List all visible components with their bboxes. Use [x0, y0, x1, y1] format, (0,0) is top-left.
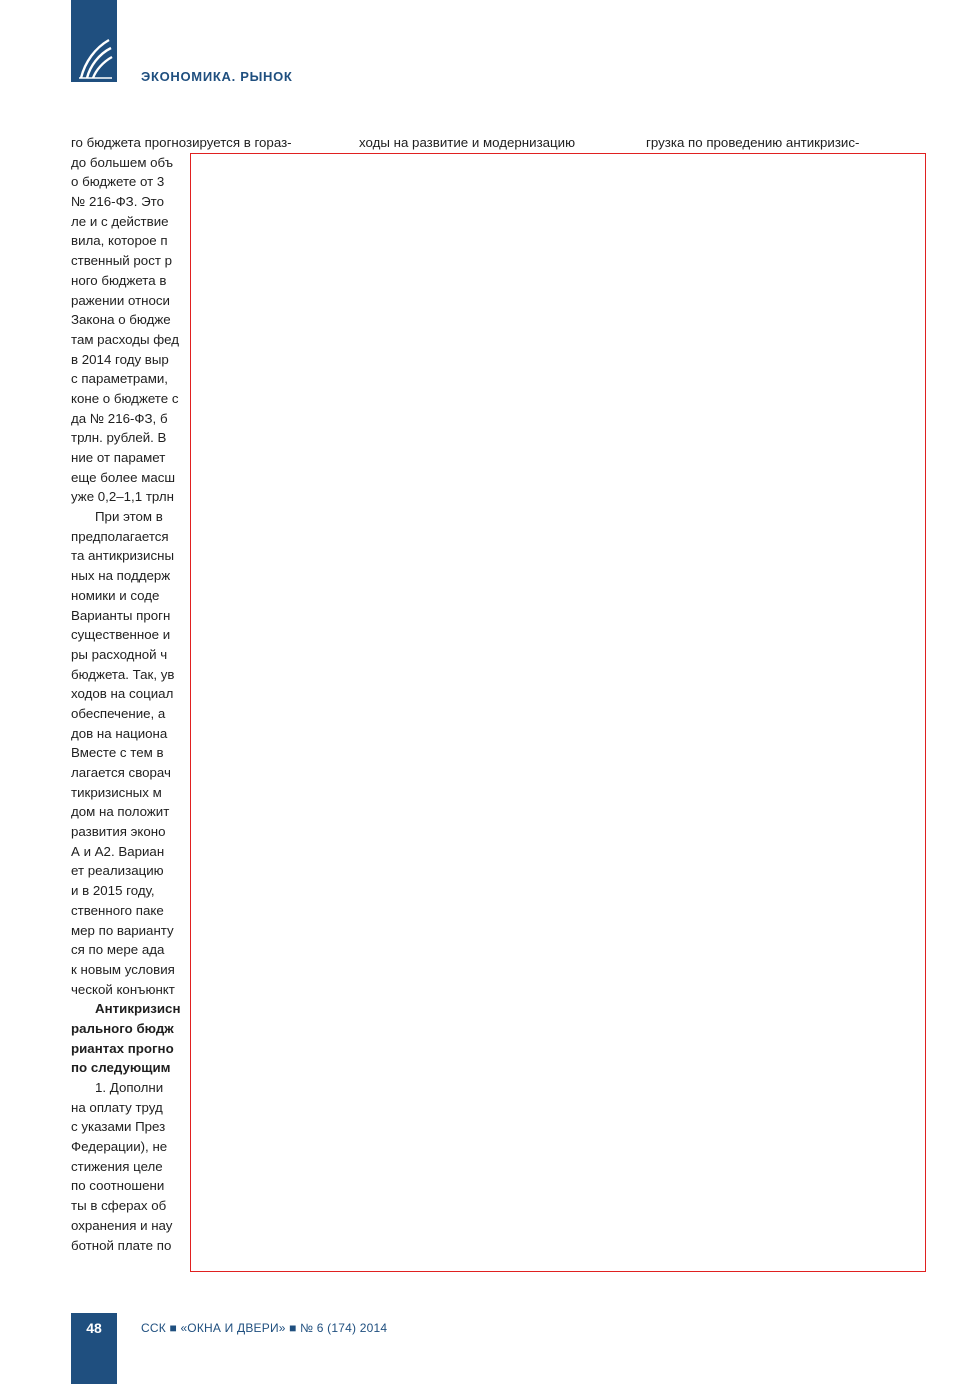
header-brand-bar — [71, 0, 117, 82]
text-line: тикризисных м — [71, 784, 162, 800]
footer-publication: ССК ■ «ОКНА И ДВЕРИ» ■ № 6 (174) 2014 — [141, 1321, 388, 1335]
text-line: ние от парамет — [71, 450, 166, 465]
text-line: с указами През — [71, 1119, 166, 1135]
text-line: уже 0,2–1,1 трлн — [71, 489, 174, 505]
text-line: ры расходной ч — [71, 646, 168, 662]
text-line: существенное и — [71, 627, 171, 643]
text-line: бюджета. Так, ув — [71, 666, 175, 682]
text-line: Федерации), не — [71, 1139, 168, 1155]
text-line: ческой конъюнкт — [71, 981, 175, 997]
text-line: ле и с действие — [71, 213, 169, 229]
text-line: ет реализацию — [71, 863, 164, 879]
text-line: коне о бюджете с — [71, 390, 179, 406]
text-line: там расходы фед — [71, 331, 180, 347]
text-line: до большем объ — [71, 154, 174, 170]
text-line: предполагается — [71, 528, 169, 544]
text-line: риантах прогно — [71, 1040, 174, 1056]
text-line: о бюджете от 3 — [71, 174, 165, 190]
text-line: дов на национа — [71, 725, 168, 741]
text-line: охранения и нау — [71, 1217, 173, 1233]
text-line: А и А2. Вариан — [71, 843, 165, 859]
text-line: ты в сферах об — [71, 1198, 167, 1214]
text-line: стижения целе — [71, 1158, 163, 1174]
text-line: го бюджета прогнозируется в гораз- — [71, 135, 292, 150]
text-line: ботной плате по — [71, 1237, 172, 1253]
text-line: Варианты прогн — [71, 607, 171, 623]
text-line: При этом в — [95, 509, 163, 525]
text-line: обеспечение, а — [71, 705, 166, 721]
text-line: к новым условия — [71, 961, 175, 977]
text-column-left — [71, 133, 292, 1255]
text-line: по соотношени — [71, 1178, 165, 1194]
text-line: ходы на развитие и модернизацию — [359, 135, 576, 150]
text-line: ся по мере ада — [71, 942, 165, 958]
text-line: трлн. рублей. В — [71, 430, 167, 446]
text-line: та антикризисны — [71, 548, 174, 564]
redaction-overlay-box — [190, 153, 926, 1272]
text-line: ных на поддерж — [71, 568, 171, 584]
text-line: на оплату труд — [71, 1099, 163, 1115]
text-line: № 216-ФЗ. Это — [71, 194, 164, 210]
section-title: ЭКОНОМИКА. РЫНОК — [141, 69, 293, 84]
text-line: Вместе с тем в — [71, 745, 164, 761]
text-line: рального бюдж — [71, 1020, 174, 1036]
text-line: ственный рост р — [71, 253, 173, 269]
text-column-middle — [359, 133, 629, 153]
text-line: с параметрами, — [71, 371, 168, 387]
footer-brand-bar — [71, 1313, 117, 1384]
text-line: и в 2015 году, — [71, 883, 155, 899]
text-line: Закона о бюдже — [71, 312, 171, 328]
text-line: грузка по проведению антикризис- — [646, 135, 860, 150]
text-line: в 2014 году выр — [71, 351, 169, 367]
page-number: 48 — [86, 1320, 102, 1336]
text-line: еще более масш — [71, 469, 176, 485]
text-line: мер по варианту — [71, 922, 174, 938]
text-column-right — [646, 133, 916, 153]
text-line: ходов на социал — [71, 686, 174, 702]
text-line: номики и соде — [71, 587, 160, 603]
text-line: развития эконо — [71, 824, 166, 840]
text-line: да № 216-ФЗ, б — [71, 410, 168, 426]
text-line: ного бюджета в — [71, 272, 167, 288]
text-line: 1. Дополни — [95, 1080, 164, 1095]
text-line: вила, которое п — [71, 233, 168, 249]
swoosh-logo-icon — [77, 34, 113, 80]
text-line: Антикризисн — [95, 1001, 181, 1017]
text-line: ственного паке — [71, 902, 164, 918]
text-line: дом на положит — [71, 804, 170, 820]
text-line: ражении относи — [71, 292, 170, 308]
text-line: по следующим — [71, 1060, 171, 1076]
text-line: лагается сворач — [71, 765, 171, 780]
